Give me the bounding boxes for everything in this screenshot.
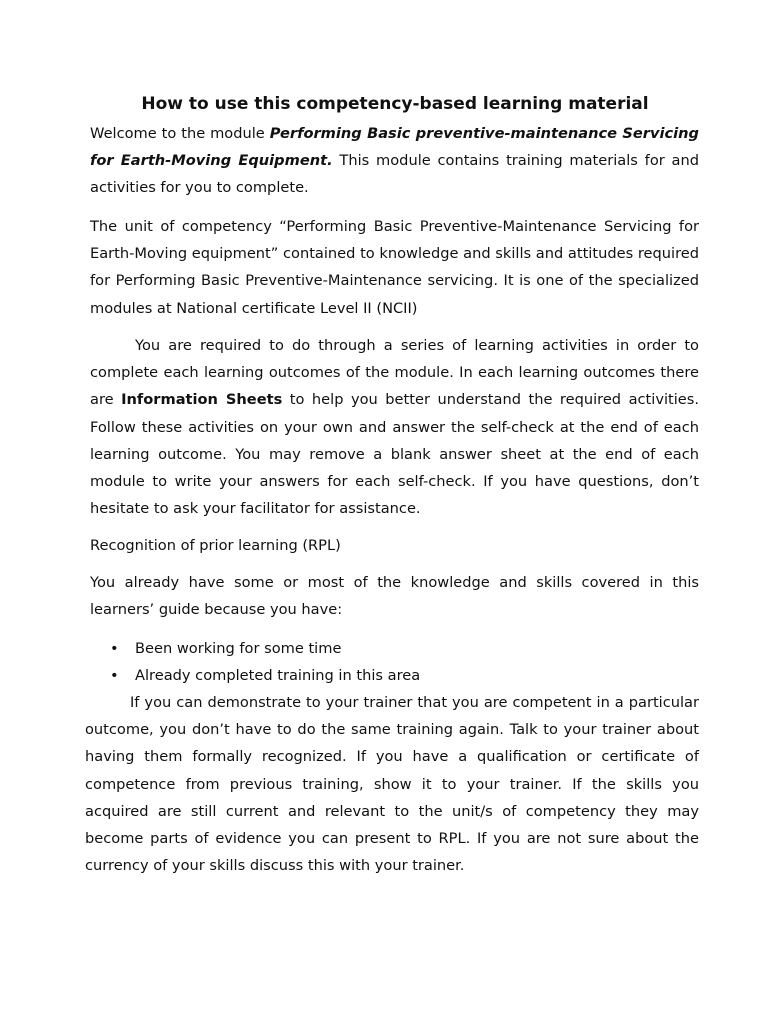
prior-experience-list (90, 635, 699, 689)
module-name: Performing Basic preventive-maintenance Servicing for Earth-Moving Equipment. (90, 125, 699, 170)
list-item (90, 662, 699, 689)
bullet-icon: • (110, 640, 119, 657)
welcome-paragraph (90, 120, 699, 202)
information-sheets-term: Information Sheets (121, 391, 283, 409)
activities-lead: You are required to do through a series of learning activities in order to complete each learning outcomes of the module. In each learning outcomes there are (90, 337, 699, 409)
page-title: How to use this competency-based learning material (141, 94, 649, 114)
list-item-text: Already completed training in this area (135, 667, 421, 685)
list-item-text: Been working for some time (135, 640, 342, 657)
bullet-icon: • (110, 667, 119, 685)
prior-knowledge-paragraph: You already have some or most of the knowledge and skills covered in this learners’ guide because you have: (90, 574, 699, 619)
unit-of-competency-paragraph: The unit of competency “Performing Basic Preventive-Maintenance Servicing for Earth-Moving equipment” contained to knowledge and skills and attitudes required for Performing Basic Preventive-Maintenance servicing. It is one of the specialized modules at National certificate Level II (NCII) (90, 218, 699, 317)
learning-activities-paragraph (90, 332, 699, 522)
welcome-lead: Welcome to the module (90, 125, 270, 142)
activities-tail: to help you better understand the required activities. Follow these activities on your own and answer the self-check at the end of each learning outcome. You may remove a blank answer sheet at the end of each module to write your answers for each self-check. If you have questions, don’t hesitate to ask your facilitator for assistance. (90, 391, 700, 518)
demonstrate-competence-paragraph: If you can demonstrate to your trainer that you are competent in a particular outcome, you don’t have to do the same training again. Talk to your trainer about having them formally recognized. If you have a qualification or certificate of competence from previous training, show it to your trainer. If the skills you acquired are still current and relevant to the unit/s of competency they may become parts of evidence you can present to RPL. If you are not sure about the currency of your skills discuss this with your trainer. (85, 694, 699, 875)
rpl-heading: Recognition of prior learning (RPL) (90, 537, 341, 554)
list-item (90, 635, 699, 662)
welcome-tail: This module contains training materials for and activities for you to complete. (90, 152, 699, 197)
